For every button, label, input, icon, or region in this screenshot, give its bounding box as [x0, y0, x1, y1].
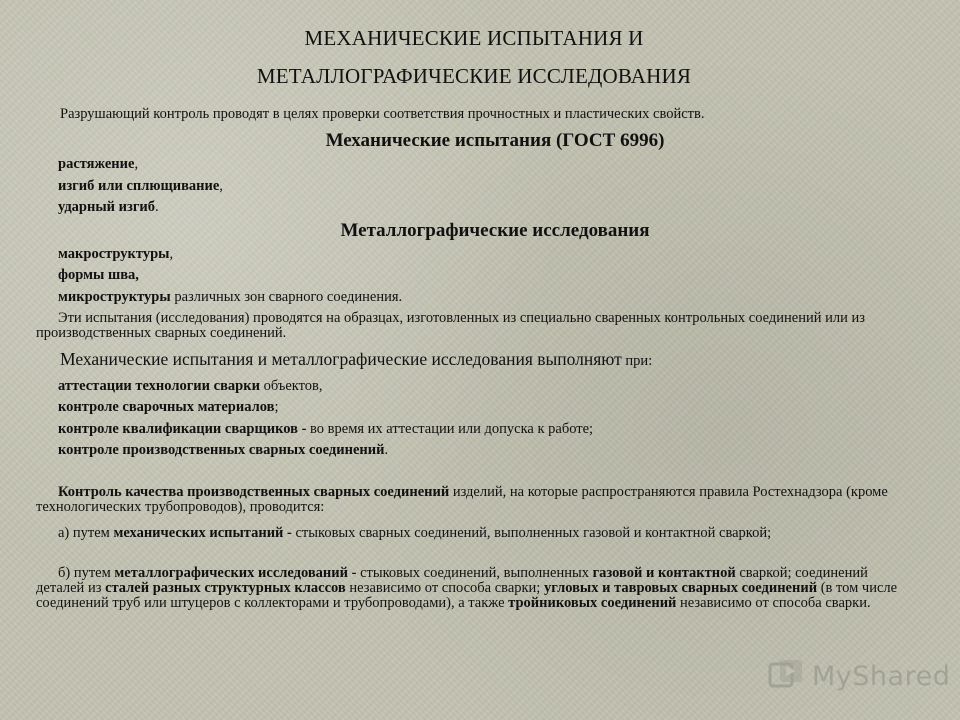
performed-item-1: аттестации технологии сварки объектов, [58, 378, 323, 394]
metal-item-1: макроструктуры, [58, 246, 174, 262]
mech-item-2: изгиб или сплющивание, [58, 178, 223, 194]
control-item-a: а) путем механических испытаний - стыковых сварных соединений, выполненных газовой и контактной сваркой; [58, 525, 772, 541]
metal-item-2: формы шва, [58, 267, 139, 283]
watermark-text: MyShared [812, 660, 951, 692]
slide-title-line2: МЕТАЛЛОГРАФИЧЕСКИЕ ИССЛЕДОВАНИЯ [256, 64, 692, 88]
performed-item-2: контроле сварочных материалов; [58, 399, 279, 415]
watermark-logo [768, 656, 950, 696]
control-item-b: б) путем металлографических исследований - стыковых соединений, выполненных газовой и контактной сваркой; соединений деталей из сталей разных структурных классов независимо от способа сварки; угловых и тавровых сварных соединений (в том числе соединений труб или штуцеров с коллекторами и трубопроводами), а также тройниковых соединений независимо от способа сварки. [36, 565, 898, 611]
mech-item-1: растяжение, [58, 156, 139, 172]
metal-heading: Металлографические исследования [340, 220, 650, 241]
control-paragraph: Контроль качества производственных сварных соединений изделий, на которые распространяются правила Ростехнадзора (кроме технологических трубопроводов), проводится: [36, 484, 888, 515]
myshared-logo-icon [768, 658, 806, 694]
mech-item-3: ударный изгиб. [58, 199, 159, 215]
performed-item-4: контроле производственных сварных соединений. [58, 442, 389, 458]
intro-text: Разрушающий контроль проводят в целях проверки соответствия прочностных и пластических свойств. [60, 106, 705, 122]
performed-item-3: контроле квалификации сварщиков - во время их аттестации или допуска к работе; [58, 421, 594, 437]
mech-heading: Механические испытания (ГОСТ 6996) [325, 130, 665, 151]
metal-note: Эти испытания (исследования) проводятся на образцах, изготовленных из специально сваренных контрольных соединений или из производственных сварных соединений. [36, 310, 865, 341]
performed-lead: Механические испытания и металлографические исследования выполняют при: [60, 349, 653, 369]
slide-title-line1: МЕХАНИЧЕСКИЕ ИСПЫТАНИЯ И [304, 26, 644, 50]
metal-item-3: микроструктуры различных зон сварного соединения. [58, 289, 403, 305]
